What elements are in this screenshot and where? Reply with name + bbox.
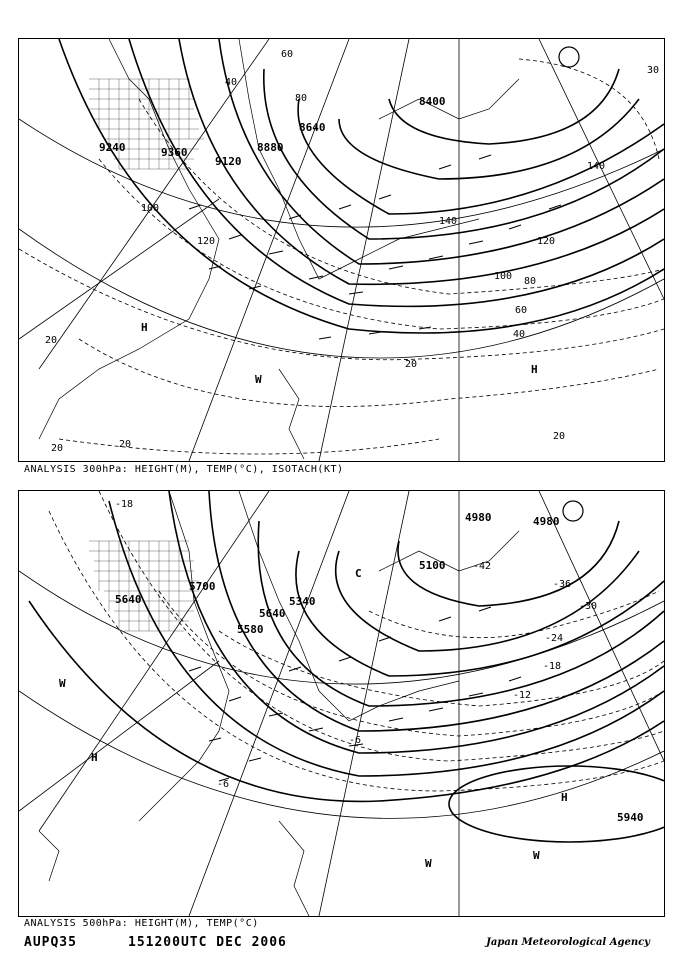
- isotach-label: 100: [141, 203, 160, 214]
- warm-mark: W: [255, 373, 262, 386]
- high-pressure-mark: H: [531, 363, 538, 376]
- temp-label: -6: [349, 735, 362, 746]
- height-label: 5580: [237, 623, 264, 636]
- isotach-label: 20: [553, 431, 566, 442]
- coastlines: [39, 491, 519, 916]
- height-label: 9120: [215, 155, 242, 168]
- isotach-label: 40: [225, 77, 238, 88]
- temp-label: -42: [473, 561, 492, 572]
- valid-time: 151200UTC DEC 2006: [128, 935, 287, 950]
- height-label: 8640: [299, 121, 326, 134]
- low-center-icon: [559, 47, 579, 67]
- high-pressure-mark: H: [561, 791, 568, 804]
- temp-label: -30: [579, 601, 598, 612]
- height-label: 9360: [161, 146, 188, 159]
- temp-label: -12: [513, 690, 532, 701]
- isotach-label: 20: [45, 335, 58, 346]
- isotach-label: 20: [119, 439, 132, 450]
- isotach-label: 30: [647, 65, 660, 76]
- height-label: 4980: [465, 511, 492, 524]
- map-300hpa-canvas: [19, 39, 664, 461]
- height-label: 9240: [99, 141, 126, 154]
- height-label: 5940: [617, 811, 644, 824]
- temp-label: -24: [545, 633, 564, 644]
- high-pressure-mark: H: [141, 321, 148, 334]
- isotach-label: 60: [515, 305, 528, 316]
- wind-barbs: [189, 155, 561, 339]
- isotach-label: 20: [405, 359, 418, 370]
- caption-500hpa: ANALYSIS 500hPa: HEIGHT(M), TEMP(°C): [24, 918, 259, 929]
- graticule: [19, 39, 664, 461]
- hatched-region: [89, 541, 199, 631]
- height-label: 5640: [115, 593, 142, 606]
- high-pressure-mark: H: [91, 751, 98, 764]
- isotach-label: 40: [513, 329, 526, 340]
- isotach-label: 20: [51, 443, 64, 454]
- isotach-label: 100: [494, 271, 513, 282]
- isotach-label: 80: [295, 93, 308, 104]
- isotach-label: 80: [524, 276, 537, 287]
- isotach-label: 120: [537, 236, 556, 247]
- caption-300hpa: ANALYSIS 300hPa: HEIGHT(M), TEMP(°C), ISOTACH(KT): [24, 464, 344, 475]
- height-label: 8400: [419, 95, 446, 108]
- agency-name: Japan Meteorological Agency: [486, 937, 650, 948]
- isotach-label: 140: [439, 216, 458, 227]
- isotach-label: 120: [197, 236, 216, 247]
- height-label: 8880: [257, 141, 284, 154]
- temp-label: -36: [553, 579, 572, 590]
- height-contours: [59, 39, 664, 333]
- isotach-label: 60: [281, 49, 294, 60]
- isotach-label: 140: [587, 161, 606, 172]
- analysis-500hpa-map: [18, 490, 665, 917]
- warm-mark: W: [533, 849, 540, 862]
- temp-label: -18: [115, 499, 134, 510]
- height-label: 5340: [289, 595, 316, 608]
- chart-code: AUPQ35: [24, 935, 77, 950]
- height-label: 4980: [533, 515, 560, 528]
- height-labels-500: [115, 511, 644, 824]
- temp-labels-500: [115, 499, 597, 790]
- isotach-lines: [19, 59, 664, 454]
- analysis-300hpa-map: [18, 38, 665, 462]
- height-label: 5640: [259, 607, 286, 620]
- cold-mark: C: [355, 567, 362, 580]
- temp-label: -6: [217, 779, 230, 790]
- map-500hpa-canvas: [19, 491, 664, 916]
- coastlines: [39, 39, 519, 459]
- warm-mark: W: [59, 677, 66, 690]
- height-label: 5100: [419, 559, 446, 572]
- warm-mark: W: [425, 857, 432, 870]
- temp-label: -18: [543, 661, 562, 672]
- low-center-icon: [563, 501, 583, 521]
- height-label: 5700: [189, 580, 216, 593]
- isotach-labels-300: [45, 49, 659, 454]
- height-labels-300: [99, 95, 446, 168]
